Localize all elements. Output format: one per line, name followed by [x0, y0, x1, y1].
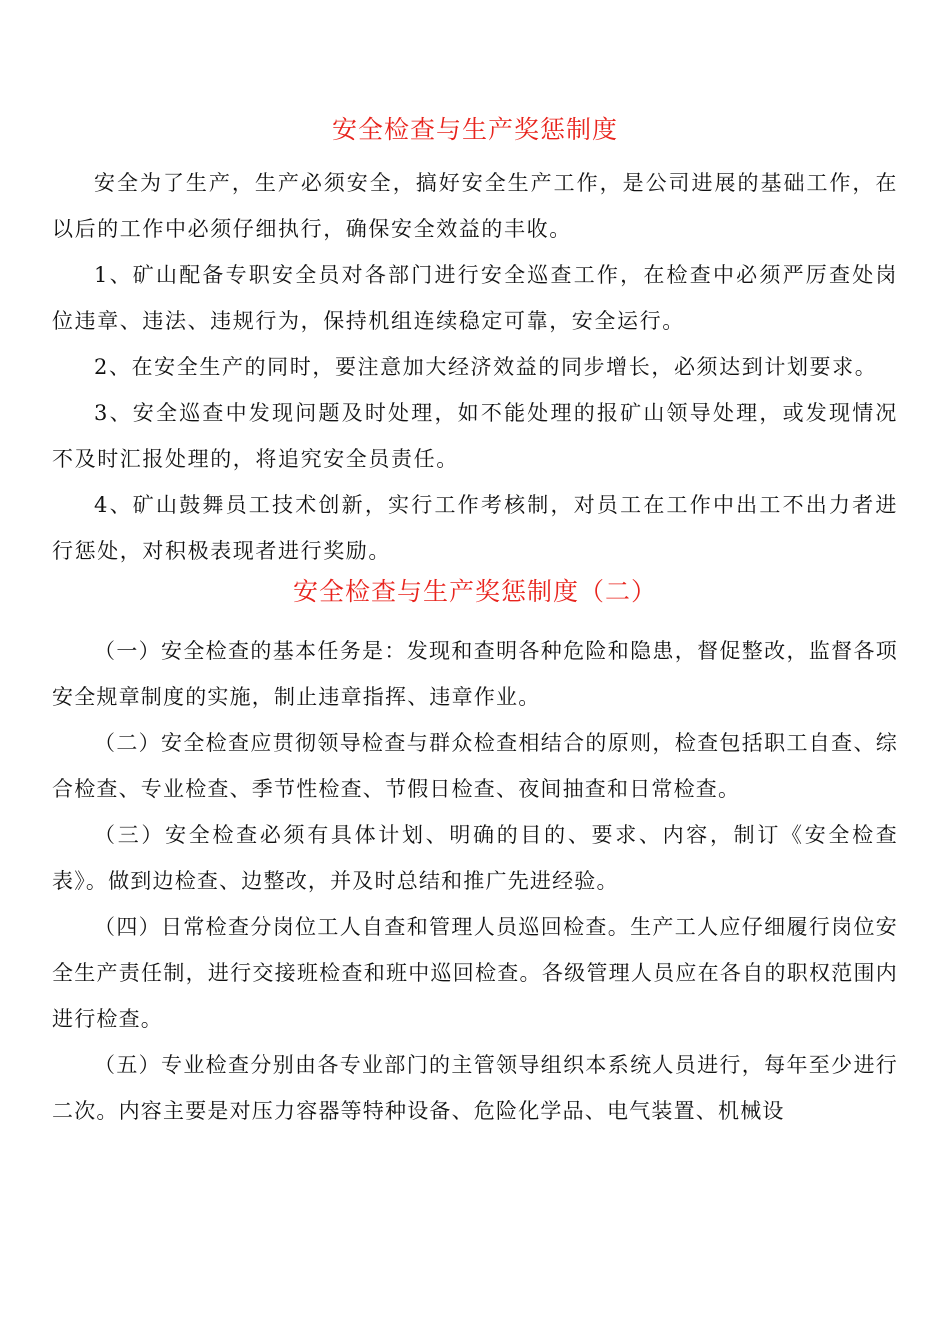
paragraph: （一）安全检查的基本任务是：发现和查明各种危险和隐患，督促整改，监督各项安全规章制度的实施，制止违章指挥、违章作业。 [52, 639, 898, 709]
section-2 [52, 628, 898, 1134]
paragraph: 3、安全巡查中发现问题及时处理，如不能处理的报矿山领导处理，或发现情况不及时汇报处理的，将追究安全员责任。 [52, 401, 898, 471]
document-title: 安全检查与生产奖惩制度 [331, 115, 618, 144]
paragraph: 1、矿山配备专职安全员对各部门进行安全巡查工作，在检查中必须严厉查处岗位违章、违法、违规行为，保持机组连续稳定可靠，安全运行。 [52, 263, 898, 333]
document-page [52, 112, 898, 1134]
section-1 [52, 160, 898, 574]
paragraph: 2、在安全生产的同时，要注意加大经济效益的同步增长，必须达到计划要求。 [94, 355, 878, 379]
paragraph: 安全为了生产，生产必须安全，搞好安全生产工作，是公司进展的基础工作，在以后的工作中必须仔细执行，确保安全效益的丰收。 [52, 171, 898, 241]
paragraph: （三）安全检查必须有具体计划、明确的目的、要求、内容，制订《安全检查表》。做到边检查、边整改，并及时总结和推广先进经验。 [52, 823, 898, 893]
section-2-title: 安全检查与生产奖惩制度（二） [292, 577, 657, 606]
paragraph: （五）专业检查分别由各专业部门的主管领导组织本系统人员进行，每年至少进行二次。内容主要是对压力容器等特种设备、危险化学品、电气装置、机械设 [52, 1053, 898, 1123]
paragraph: （二）安全检查应贯彻领导检查与群众检查相结合的原则，检查包括职工自查、综合检查、专业检查、季节性检查、节假日检查、夜间抽查和日常检查。 [52, 731, 898, 801]
paragraph: （四）日常检查分岗位工人自查和管理人员巡回检查。生产工人应仔细履行岗位安全生产责任制，进行交接班检查和班中巡回检查。各级管理人员应在各自的职权范围内进行检查。 [52, 915, 898, 1031]
paragraph: 4、矿山鼓舞员工技术创新，实行工作考核制，对员工在工作中出工不出力者进行惩处，对积极表现者进行奖励。 [52, 493, 898, 563]
